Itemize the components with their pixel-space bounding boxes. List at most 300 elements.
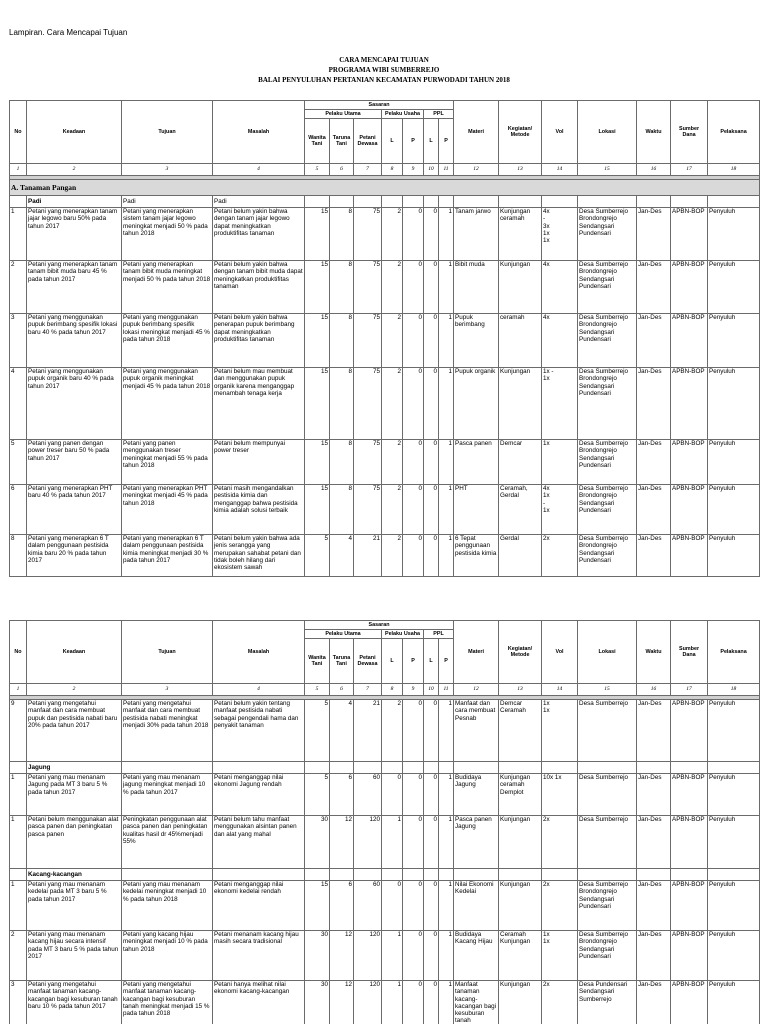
cell-usaha-p: 0 [403, 700, 424, 762]
cell-lokasi: Desa Sumberrejo [578, 700, 637, 762]
cell-empty [424, 762, 439, 774]
cell-usaha-p: 0 [403, 368, 424, 440]
cell-vol: 10x 1x [542, 774, 578, 816]
cell-ppl-p: 1 [439, 981, 454, 1024]
cell-taruna-tani: 4 [330, 535, 354, 577]
column-number-row [10, 684, 760, 696]
column-number: 16 [637, 684, 671, 696]
header-vol: Vol [542, 101, 578, 164]
column-number: 4 [213, 684, 305, 696]
cell-taruna-tani: 6 [330, 774, 354, 816]
cell-pelaksana: Penyuluh [708, 816, 760, 869]
cell-kegiatan: Demcar Ceramah [499, 700, 542, 762]
cell-materi: Manfaat tanaman kacang-kacangan bagi kesuburan tanah [454, 981, 499, 1024]
cell-vol: 2x [542, 881, 578, 931]
cell-waktu: Jan-Des [637, 700, 671, 762]
cell-usaha-l: 2 [382, 368, 403, 440]
cell-pelaksana: Penyuluh [708, 535, 760, 577]
column-number: 5 [305, 684, 330, 696]
header-tujuan: Tujuan [122, 621, 213, 684]
cell-no: 9 [10, 700, 27, 762]
cell-petani-dewasa: 75 [354, 314, 382, 368]
cell-materi: PHT [454, 485, 499, 535]
cell-sumber-dana: APBN-BOP [671, 881, 708, 931]
cell-no: 1 [10, 881, 27, 931]
cell-materi: Nilai Ekonomi Kedelai [454, 881, 499, 931]
column-number: 14 [542, 164, 578, 176]
cell-wanita-tani: 15 [305, 368, 330, 440]
subcategory-masalah [213, 762, 305, 774]
cell-ppl-p: 1 [439, 440, 454, 485]
cell-tujuan: Petani yang panen menggunakan treser meningkat menjadi 55 % pada tahun 2018 [122, 440, 213, 485]
header-lokasi: Lokasi [578, 101, 637, 164]
cell-empty [671, 869, 708, 881]
cell-ppl-l: 0 [424, 485, 439, 535]
cell-ppl-p: 1 [439, 700, 454, 762]
header-materi: Materi [454, 621, 499, 684]
header-wanita-tani: Wanita Tani [305, 119, 330, 164]
header-waktu: Waktu [637, 621, 671, 684]
header-keadaan: Keadaan [27, 621, 122, 684]
cell-ppl-l: 0 [424, 535, 439, 577]
column-number: 8 [382, 164, 403, 176]
cell-pelaksana: Penyuluh [708, 700, 760, 762]
cell-kegiatan: Ceramah, Gerdal [499, 485, 542, 535]
cell-taruna-tani: 8 [330, 440, 354, 485]
cell-wanita-tani: 5 [305, 535, 330, 577]
cell-sumber-dana: APBN-BOP [671, 931, 708, 981]
header-pelaku-utama: Pelaku Utama [305, 630, 382, 639]
document-titles [0, 55, 768, 85]
header-sasaran: Sasaran [305, 101, 454, 110]
column-number: 3 [122, 164, 213, 176]
cell-taruna-tani: 12 [330, 931, 354, 981]
cell-taruna-tani: 12 [330, 981, 354, 1024]
cell-lokasi: Desa Sumberrejo Brondongrejo Sendangsari Pundensari [578, 881, 637, 931]
cell-no: 3 [10, 981, 27, 1024]
cell-waktu: Jan-Des [637, 261, 671, 314]
cell-empty [403, 196, 424, 208]
cell-kegiatan: Kunjungan [499, 881, 542, 931]
column-number: 15 [578, 164, 637, 176]
cell-materi: Bibit muda [454, 261, 499, 314]
cell-ppl-l: 0 [424, 368, 439, 440]
cell-masalah: Petani menanam kacang hijau masih secara tradisional [213, 931, 305, 981]
cell-taruna-tani: 8 [330, 314, 354, 368]
cell-no: 1 [10, 774, 27, 816]
cell-materi: Pupuk organik [454, 368, 499, 440]
cell-petani-dewasa: 75 [354, 440, 382, 485]
cell-sumber-dana: APBN-BOP [671, 261, 708, 314]
cell-keadaan: Petani yang mengetahui manfaat tanaman kacang-kacangan bagi kesuburan tanah baru 10 % pada tahun 2017 [27, 981, 122, 1024]
appendix-note: Lampiran. Cara Mencapai Tujuan [9, 28, 128, 37]
cell-empty [354, 762, 382, 774]
header-masalah: Masalah [213, 621, 305, 684]
cell-lokasi: Desa Sumberrejo Brondongrejo Sendangsari Pundensari [578, 208, 637, 261]
cell-no: 1 [10, 208, 27, 261]
cell-pelaksana: Penyuluh [708, 440, 760, 485]
cell-lokasi: Desa Sumberrejo Brondongrejo Sendangsari Pundensari [578, 368, 637, 440]
cell-kegiatan: Demcar [499, 440, 542, 485]
cell-empty [499, 762, 542, 774]
cell-masalah: Petani belum mempunyai power treser [213, 440, 305, 485]
cell-vol: 1x - 1x [542, 368, 578, 440]
cell-masalah: Petani belum yakin bahwa dengan tanam jajar legowo dapat meningkatkan produktifitas tanaman [213, 208, 305, 261]
cell-wanita-tani: 15 [305, 261, 330, 314]
cell-empty [542, 869, 578, 881]
table-row [10, 881, 760, 931]
cell-usaha-p: 0 [403, 816, 424, 869]
column-number: 9 [403, 164, 424, 176]
cell-no: 3 [10, 314, 27, 368]
header-ppl-p: P [439, 639, 454, 684]
cell-empty [578, 869, 637, 881]
cell-tujuan: Petani yang mengetahui manfaat tanaman kacang-kacangan bagi kesuburan tanah meningkat menjadi 15 % pada tahun 2018 [122, 981, 213, 1024]
cell-empty [671, 762, 708, 774]
cell-ppl-l: 0 [424, 440, 439, 485]
cell-kegiatan: Gerdal [499, 535, 542, 577]
header-sumber-dana: Sumber Dana [671, 621, 708, 684]
cell-keadaan: Petani yang mau menanam kacang hijau secara intensif pada MT 3 baru 5 % pada tahun 2017 [27, 931, 122, 981]
cell-no [10, 762, 27, 774]
cell-empty [330, 869, 354, 881]
cell-empty [637, 869, 671, 881]
cell-taruna-tani: 4 [330, 700, 354, 762]
column-number: 15 [578, 684, 637, 696]
column-number: 11 [439, 164, 454, 176]
cell-vol: 4x - 3x 1x 1x [542, 208, 578, 261]
cell-pelaksana: Penyuluh [708, 881, 760, 931]
table-row [10, 981, 760, 1024]
cell-keadaan: Petani yang menggunakan pupuk berimbang spesifik lokasi baru 40 % pada tahun 2017 [27, 314, 122, 368]
cell-sumber-dana: APBN-BOP [671, 440, 708, 485]
cell-keadaan: Petani yang mengetahui manfaat dan cara membuat pupuk dan pestisida nabati baru 20% pada tahun 2017 [27, 700, 122, 762]
cell-no: 2 [10, 931, 27, 981]
cell-empty [330, 762, 354, 774]
header-ppl-p: P [439, 119, 454, 164]
header-waktu: Waktu [637, 101, 671, 164]
subcategory-row [10, 869, 760, 881]
cell-ppl-p: 1 [439, 816, 454, 869]
cell-ppl-l: 0 [424, 881, 439, 931]
column-number: 18 [708, 684, 760, 696]
cell-tujuan: Petani yang menerapkan PHT meningkat menjadi 45 % pada tahun 2018 [122, 485, 213, 535]
cell-tujuan: Petani yang kacang hijau meningkat menjadi 10 % pada tahun 2018 [122, 931, 213, 981]
cell-sumber-dana: APBN-BOP [671, 981, 708, 1024]
cell-keadaan: Petani yang panen dengan power treser baru 50 % pada tahun 2017 [27, 440, 122, 485]
cell-wanita-tani: 15 [305, 208, 330, 261]
cell-no: 1 [10, 816, 27, 869]
table-row [10, 700, 760, 762]
cell-masalah: Petani belum yakin bahwa dengan tanam bibit muda dapat meningkatkan produktifitas tanaman [213, 261, 305, 314]
cell-materi: Pasca panen [454, 440, 499, 485]
cell-waktu: Jan-Des [637, 981, 671, 1024]
cell-empty [439, 869, 454, 881]
cell-empty [454, 762, 499, 774]
column-number: 13 [499, 684, 542, 696]
cell-petani-dewasa: 75 [354, 208, 382, 261]
cell-usaha-p: 0 [403, 208, 424, 261]
cell-ppl-l: 0 [424, 314, 439, 368]
header-materi: Materi [454, 101, 499, 164]
cell-empty [305, 762, 330, 774]
header-taruna-tani: Taruna Tani [330, 119, 354, 164]
header-pelaku-usaha: Pelaku Usaha [382, 630, 424, 639]
cell-materi: Pupuk berimbang [454, 314, 499, 368]
header-usaha-p: P [403, 119, 424, 164]
cell-ppl-p: 1 [439, 881, 454, 931]
header-vol: Vol [542, 621, 578, 684]
column-number: 1 [10, 684, 27, 696]
cell-materi: Manfaat dan cara membuat Pesnab [454, 700, 499, 762]
cell-keadaan: Petani yang menerapkan tanam jajar legowo baru 50% pada tahun 2017 [27, 208, 122, 261]
cell-wanita-tani: 5 [305, 774, 330, 816]
cell-ppl-l: 0 [424, 261, 439, 314]
header-tujuan: Tujuan [122, 101, 213, 164]
header-no: No [10, 101, 27, 164]
header-pelaksana: Pelaksana [708, 621, 760, 684]
cell-tujuan: Petani yang mau menanam jagung meningkat menjadi 10 % pada tahun 2017 [122, 774, 213, 816]
cell-lokasi: Desa Sumberrejo [578, 816, 637, 869]
cell-empty [671, 196, 708, 208]
cell-sumber-dana: APBN-BOP [671, 314, 708, 368]
cell-empty [542, 196, 578, 208]
column-number: 2 [27, 684, 122, 696]
subcategory-row [10, 762, 760, 774]
cell-no: 8 [10, 535, 27, 577]
header-lokasi: Lokasi [578, 621, 637, 684]
cell-no: 4 [10, 368, 27, 440]
header-usaha-l: L [382, 119, 403, 164]
column-number: 4 [213, 164, 305, 176]
column-number: 17 [671, 164, 708, 176]
column-number: 12 [454, 684, 499, 696]
cell-masalah: Petani belum yakin bahwa ada jenis serangga yang merupakan sahabat petani dan tidak boleh hilang dari ekosistem sawah [213, 535, 305, 577]
cell-keadaan: Petani yang mau menanam kedelai pada MT 3 baru 5 % pada tahun 2017 [27, 881, 122, 931]
table-header [10, 621, 760, 696]
subcategory-tujuan: Padi [122, 196, 213, 208]
cell-kegiatan: Kunjungan [499, 261, 542, 314]
column-number: 2 [27, 164, 122, 176]
column-number: 13 [499, 164, 542, 176]
cell-vol: 4x [542, 261, 578, 314]
cell-usaha-l: 1 [382, 816, 403, 869]
cell-tujuan: Petani yang mau menanam kedelai meningkat menjadi 10 % pada tahun 2018 [122, 881, 213, 931]
column-number: 18 [708, 164, 760, 176]
cell-no: 2 [10, 261, 27, 314]
cell-sumber-dana: APBN-BOP [671, 700, 708, 762]
cell-empty [499, 869, 542, 881]
cell-empty [439, 196, 454, 208]
header-sasaran: Sasaran [305, 621, 454, 630]
cell-pelaksana: Penyuluh [708, 981, 760, 1024]
cell-usaha-p: 0 [403, 314, 424, 368]
cell-empty [354, 196, 382, 208]
cell-empty [454, 869, 499, 881]
cell-empty [305, 196, 330, 208]
header-ppl: PPL [424, 110, 454, 119]
subcategory-label: Padi [27, 196, 122, 208]
cell-vol: 4x [542, 314, 578, 368]
cell-kegiatan: Kunjungan ceramah [499, 208, 542, 261]
cell-ppl-p: 1 [439, 261, 454, 314]
cell-empty [499, 196, 542, 208]
table-body [10, 696, 760, 1024]
header-kegiatan: Kegiatan/ Metode [499, 101, 542, 164]
cell-lokasi: Desa Sumberrejo Brondongrejo Sendangsari Pundensari [578, 485, 637, 535]
title-line-3: BALAI PENYULUHAN PERTANIAN KECAMATAN PURWODADI TAHUN 2018 [258, 76, 510, 84]
column-number: 10 [424, 684, 439, 696]
subcategory-masalah: Padi [213, 196, 305, 208]
cell-wanita-tani: 15 [305, 440, 330, 485]
cell-usaha-p: 0 [403, 774, 424, 816]
header-ppl: PPL [424, 630, 454, 639]
cell-ppl-l: 0 [424, 816, 439, 869]
section-row [10, 180, 760, 196]
column-number: 17 [671, 684, 708, 696]
table-header [10, 101, 760, 176]
cell-vol: 2x [542, 535, 578, 577]
cell-empty [382, 869, 403, 881]
cell-waktu: Jan-Des [637, 485, 671, 535]
cell-materi: Budidaya Jagung [454, 774, 499, 816]
cell-ppl-p: 1 [439, 485, 454, 535]
cell-waktu: Jan-Des [637, 774, 671, 816]
cell-empty [708, 196, 760, 208]
table-row [10, 774, 760, 816]
cell-usaha-p: 0 [403, 931, 424, 981]
section-label: A. Tanaman Pangan [10, 180, 760, 196]
cell-usaha-l: 2 [382, 535, 403, 577]
cell-wanita-tani: 30 [305, 981, 330, 1024]
column-number: 11 [439, 684, 454, 696]
header-sumber-dana: Sumber Dana [671, 101, 708, 164]
cell-ppl-l: 0 [424, 774, 439, 816]
cell-empty [403, 762, 424, 774]
cell-waktu: Jan-Des [637, 368, 671, 440]
cell-petani-dewasa: 60 [354, 881, 382, 931]
cell-keadaan: Petani yang menggunakan pupuk organik baru 40 % pada tahun 2017 [27, 368, 122, 440]
cell-vol: 1x 1x [542, 931, 578, 981]
header-ppl-l: L [424, 639, 439, 684]
header-row-1 [10, 621, 760, 630]
cell-sumber-dana: APBN-BOP [671, 774, 708, 816]
cell-empty [708, 869, 760, 881]
cell-masalah: Petani belum yakin tentang manfaat pestisida nabati sebagai pengendali hama dan penyakit tanaman [213, 700, 305, 762]
cell-petani-dewasa: 60 [354, 774, 382, 816]
column-number: 3 [122, 684, 213, 696]
cell-keadaan: Petani belum menggunakan alat pasca panen dan peningkatan pasca panen [27, 816, 122, 869]
cell-wanita-tani: 30 [305, 816, 330, 869]
header-petani-dewasa: Petani Dewasa [354, 639, 382, 684]
cell-lokasi: Desa Sumberrejo Brondongrejo Sendangsari Pundensari [578, 535, 637, 577]
cell-petani-dewasa: 21 [354, 535, 382, 577]
cell-kegiatan: Kunjungan [499, 816, 542, 869]
table-body [10, 176, 760, 577]
cell-sumber-dana: APBN-BOP [671, 368, 708, 440]
cell-lokasi: Desa Sumberrejo Brondongrejo Sendangsari Pundensari [578, 440, 637, 485]
page-gap [0, 595, 768, 620]
column-number: 6 [330, 164, 354, 176]
cell-petani-dewasa: 120 [354, 816, 382, 869]
cell-ppl-p: 1 [439, 931, 454, 981]
cell-usaha-p: 0 [403, 981, 424, 1024]
cell-kegiatan: Ceramah Kunjungan [499, 931, 542, 981]
cell-petani-dewasa: 21 [354, 700, 382, 762]
cell-pelaksana: Penyuluh [708, 774, 760, 816]
cell-masalah: Petani menganggap nilai ekonomi Jagung rendah [213, 774, 305, 816]
cell-empty [578, 196, 637, 208]
cell-empty [354, 869, 382, 881]
column-number: 8 [382, 684, 403, 696]
header-pelaksana: Pelaksana [708, 101, 760, 164]
cell-petani-dewasa: 120 [354, 981, 382, 1024]
cell-kegiatan: Kunjungan ceramah Demplot [499, 774, 542, 816]
cell-kegiatan: Kunjungan [499, 368, 542, 440]
cell-usaha-l: 2 [382, 485, 403, 535]
cell-empty [637, 762, 671, 774]
cell-lokasi: Desa Sumberrejo Brondongrejo Sendangsari Pundensari [578, 931, 637, 981]
cell-ppl-l: 0 [424, 981, 439, 1024]
cell-taruna-tani: 8 [330, 208, 354, 261]
header-usaha-l: L [382, 639, 403, 684]
cell-wanita-tani: 15 [305, 485, 330, 535]
cell-empty [305, 869, 330, 881]
subcategory-label: Jagung [27, 762, 122, 774]
header-row-1 [10, 101, 760, 110]
column-number: 9 [403, 684, 424, 696]
cell-sumber-dana: APBN-BOP [671, 485, 708, 535]
subcategory-tujuan [122, 869, 213, 881]
cell-usaha-l: 2 [382, 314, 403, 368]
cell-sumber-dana: APBN-BOP [671, 535, 708, 577]
cell-waktu: Jan-Des [637, 535, 671, 577]
cell-usaha-p: 0 [403, 535, 424, 577]
cell-no: 5 [10, 440, 27, 485]
table-row [10, 485, 760, 535]
cell-ppl-l: 0 [424, 208, 439, 261]
cell-tujuan: Petani yang mengetahui manfaat dan cara membuat pestisida nabati meningkat menjadi 30% pada tahun 2018 [122, 700, 213, 762]
column-number: 1 [10, 164, 27, 176]
cell-taruna-tani: 12 [330, 816, 354, 869]
header-taruna-tani: Taruna Tani [330, 639, 354, 684]
cell-empty [542, 762, 578, 774]
cell-pelaksana: Penyuluh [708, 368, 760, 440]
cell-sumber-dana: APBN-BOP [671, 816, 708, 869]
cell-keadaan: Petani yang mau menanam Jagung pada MT 3 baru 5 % pada tahun 2017 [27, 774, 122, 816]
cell-usaha-l: 2 [382, 700, 403, 762]
column-number: 12 [454, 164, 499, 176]
table-row [10, 440, 760, 485]
cell-tujuan: Petani yang menerapkan sistem tanam jajar legowo meningkat menjadi 50 % pada tahun 2018 [122, 208, 213, 261]
cell-wanita-tani: 15 [305, 314, 330, 368]
plan-table-2 [9, 620, 760, 1024]
cell-empty [424, 196, 439, 208]
cell-masalah: Petani masih mengandalkan pestisida kimia dan menganggap bahwa pestisida kimia adalah solusi terbaik [213, 485, 305, 535]
subcategory-masalah [213, 869, 305, 881]
cell-wanita-tani: 15 [305, 881, 330, 931]
cell-usaha-p: 0 [403, 440, 424, 485]
cell-vol: 1x [542, 440, 578, 485]
cell-pelaksana: Penyuluh [708, 485, 760, 535]
cell-no [10, 196, 27, 208]
cell-masalah: Petani belum mau membuat dan menggunakan pupuk organik karena menganggap menambah tenaga kerja [213, 368, 305, 440]
cell-vol: 4x 1x - 1x [542, 485, 578, 535]
cell-taruna-tani: 8 [330, 261, 354, 314]
header-pelaku-utama: Pelaku Utama [305, 110, 382, 119]
cell-empty [637, 196, 671, 208]
cell-usaha-l: 2 [382, 440, 403, 485]
